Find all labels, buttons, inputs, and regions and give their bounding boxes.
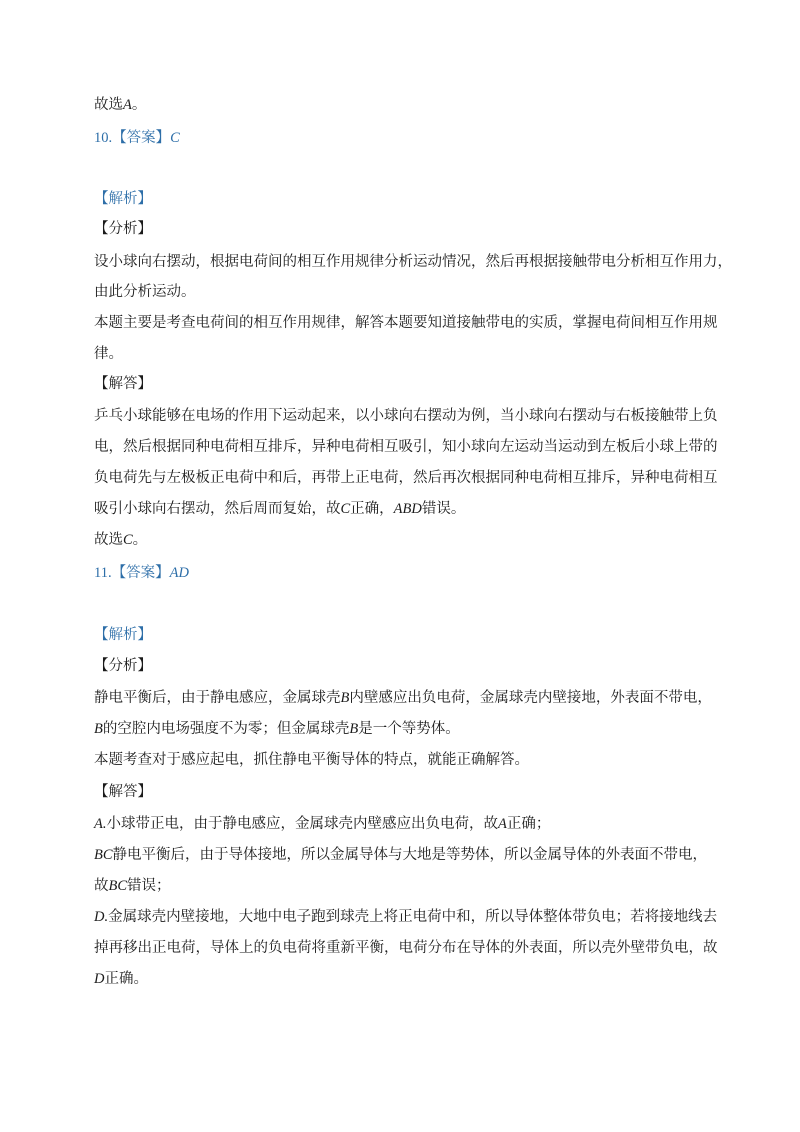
q10-analysis-tag: 【解析】 bbox=[94, 191, 152, 207]
q11-fenxi-tag: 【分析】 bbox=[94, 658, 152, 674]
q9-conclusion: 故选A。 bbox=[94, 97, 147, 113]
q10-answer-tag: 【答案】 bbox=[112, 130, 171, 146]
q10-answer-line bbox=[94, 128, 180, 148]
q11-fenxi-line: B的空腔内电场强度不为零；但金属球壳B是一个等势体。 bbox=[94, 721, 460, 737]
q10-conclusion: 故选C。 bbox=[94, 532, 148, 548]
q10-jieda-line: 负电荷先与左极板正电荷中和后，再带上正电荷，然后再次根据同种电荷相互排斥，异种电荷相互 bbox=[94, 470, 718, 486]
q10-fenxi-line: 设小球向右摆动，根据电荷间的相互作用规律分析运动情况，然后再根据接触带电分析相互作用力， bbox=[94, 254, 732, 270]
q10-number: 10. bbox=[94, 130, 113, 146]
q11-jieda-line: 掉再移出正电荷，导体上的负电荷将重新平衡，电荷分布在导体的外表面，所以壳外壁带负电，故 bbox=[94, 940, 718, 956]
q11-fenxi-line: 静电平衡后，由于静电感应，金属球壳B内壁感应出负电荷，金属球壳内壁接地，外表面不带电， bbox=[94, 690, 712, 706]
q10-jieda-line: 电，然后根据同种电荷相互排斥，异种电荷相互吸引，知小球向左运动当运动到左板后小球上带的 bbox=[94, 439, 718, 455]
q11-jieda-line: D.金属球壳内壁接地，大地中电子跑到球壳上将正电荷中和，所以导体整体带负电；若将接地线去 bbox=[94, 909, 718, 925]
q10-jieda-line: 吸引小球向右摆动，然后周而复始，故C正确，ABD错误。 bbox=[94, 501, 466, 517]
q11-jieda-line: 故BC错误； bbox=[94, 878, 171, 894]
q10-answer: C bbox=[170, 130, 180, 146]
q10-jieda-tag: 【解答】 bbox=[94, 376, 152, 392]
q11-jieda-line: A.小球带正电，由于静电感应，金属球壳内壁感应出负电荷，故A正确； bbox=[94, 816, 551, 832]
q11-answer-line bbox=[94, 563, 189, 583]
q11-jieda-tag: 【解答】 bbox=[94, 784, 152, 800]
q11-number: 11. bbox=[94, 565, 112, 581]
q11-jieda-line: BC静电平衡后，由于导体接地，所以金属导体与大地是等势体，所以金属导体的外表面不带电， bbox=[94, 847, 708, 863]
q11-answer-tag: 【答案】 bbox=[111, 565, 170, 581]
q10-fenxi-line: 本题主要是考查电荷间的相互作用规律，解答本题要知道接触带电的实质，掌握电荷间相互作用规 bbox=[94, 315, 718, 331]
q11-analysis-tag: 【解析】 bbox=[94, 627, 152, 643]
q10-fenxi-line: 由此分析运动。 bbox=[94, 284, 196, 300]
q11-jieda-line: D正确。 bbox=[94, 971, 148, 987]
q10-fenxi-line: 律。 bbox=[94, 346, 123, 362]
q11-answer: AD bbox=[169, 565, 189, 581]
q10-jieda-line: 乒乓小球能够在电场的作用下运动起来，以小球向右摆动为例，当小球向右摆动与右板接触带上负 bbox=[94, 408, 718, 424]
q11-fenxi-line: 本题考查对于感应起电，抓住静电平衡导体的特点，就能正确解答。 bbox=[94, 752, 529, 768]
q10-fenxi-tag: 【分析】 bbox=[94, 221, 152, 237]
